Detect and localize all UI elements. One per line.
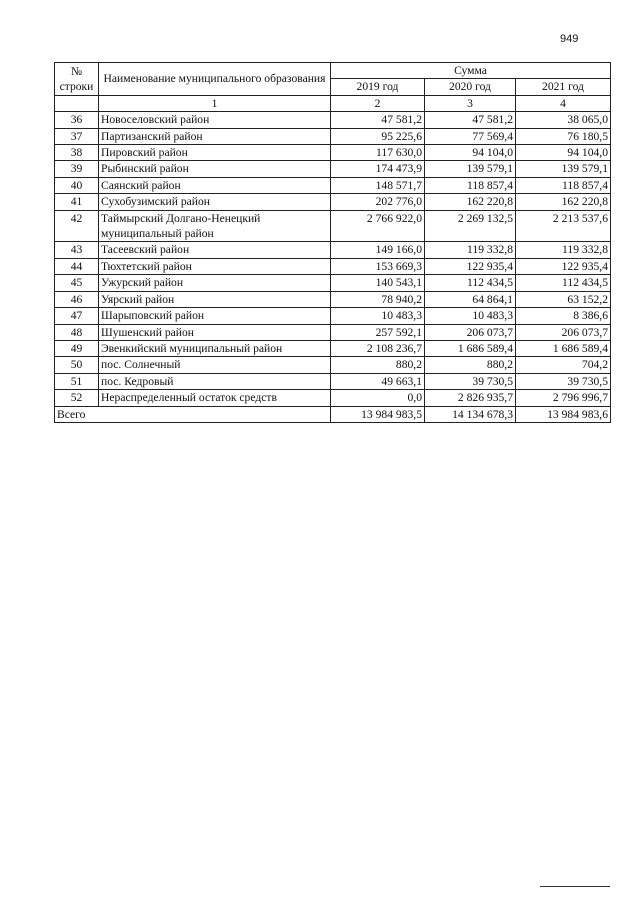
value-2019: 2 766 922,0	[331, 210, 425, 242]
row-number: 42	[55, 210, 99, 242]
table-row	[55, 324, 611, 340]
municipality-name: Таймырский Долгано-Ненецкий муниципальный район	[99, 210, 331, 242]
header-row-number: № строки	[55, 63, 99, 96]
value-2020: 122 935,4	[425, 258, 516, 274]
table-row	[55, 340, 611, 356]
header-col-index-0	[55, 95, 99, 111]
table-row	[55, 357, 611, 373]
municipality-name: Эвенкийский муниципальный район	[99, 340, 331, 356]
value-2021: 94 104,0	[516, 145, 611, 161]
value-2020: 77 569,4	[425, 128, 516, 144]
municipality-name: Партизанский район	[99, 128, 331, 144]
row-number: 49	[55, 340, 99, 356]
municipality-name: Ужурский район	[99, 275, 331, 291]
row-number: 48	[55, 324, 99, 340]
value-2019: 0,0	[331, 390, 425, 406]
value-2019: 149 166,0	[331, 242, 425, 258]
table-row	[55, 258, 611, 274]
total-2019: 13 984 983,5	[331, 406, 425, 422]
value-2019: 148 571,7	[331, 177, 425, 193]
value-2019: 47 581,2	[331, 112, 425, 128]
table-row	[55, 390, 611, 406]
municipality-name: Нераспределенный остаток средств	[99, 390, 331, 406]
row-number: 40	[55, 177, 99, 193]
row-number: 50	[55, 357, 99, 373]
table-row	[55, 112, 611, 128]
total-2021: 13 984 983,6	[516, 406, 611, 422]
table-row	[55, 242, 611, 258]
municipality-name: пос. Солнечный	[99, 357, 331, 373]
value-2019: 174 473,9	[331, 161, 425, 177]
value-2021: 63 152,2	[516, 291, 611, 307]
value-2020: 139 579,1	[425, 161, 516, 177]
row-number: 45	[55, 275, 99, 291]
header-col-index-3: 3	[425, 95, 516, 111]
municipality-name: Уярский район	[99, 291, 331, 307]
value-2020: 2 269 132,5	[425, 210, 516, 242]
value-2020: 162 220,8	[425, 194, 516, 210]
table-body	[55, 112, 611, 423]
value-2020: 2 826 935,7	[425, 390, 516, 406]
table-row	[55, 161, 611, 177]
value-2021: 1 686 589,4	[516, 340, 611, 356]
value-2021: 8 386,6	[516, 308, 611, 324]
table-row	[55, 275, 611, 291]
value-2020: 112 434,5	[425, 275, 516, 291]
value-2020: 119 332,8	[425, 242, 516, 258]
total-2020: 14 134 678,3	[425, 406, 516, 422]
total-row	[55, 406, 611, 422]
value-2021: 119 332,8	[516, 242, 611, 258]
table-row	[55, 194, 611, 210]
value-2021: 206 073,7	[516, 324, 611, 340]
value-2021: 76 180,5	[516, 128, 611, 144]
table-row	[55, 308, 611, 324]
page-number: 949	[560, 33, 579, 45]
municipality-name: пос. Кедровый	[99, 373, 331, 389]
value-2021: 112 434,5	[516, 275, 611, 291]
value-2019: 153 669,3	[331, 258, 425, 274]
row-number: 41	[55, 194, 99, 210]
value-2021: 122 935,4	[516, 258, 611, 274]
value-2019: 10 483,3	[331, 308, 425, 324]
municipality-name: Саянский район	[99, 177, 331, 193]
header-col-index-1: 1	[99, 95, 331, 111]
value-2019: 257 592,1	[331, 324, 425, 340]
value-2019: 117 630,0	[331, 145, 425, 161]
value-2019: 880,2	[331, 357, 425, 373]
value-2019: 49 663,1	[331, 373, 425, 389]
total-label: Всего	[55, 406, 331, 422]
value-2020: 94 104,0	[425, 145, 516, 161]
header-col-index-4: 4	[516, 95, 611, 111]
header-year-2021: 2021 год	[516, 79, 611, 95]
table-row	[55, 210, 611, 242]
footer-divider	[540, 886, 610, 887]
value-2021: 39 730,5	[516, 373, 611, 389]
municipality-name: Тюхтетский район	[99, 258, 331, 274]
row-number: 39	[55, 161, 99, 177]
municipality-name: Сухобузимский район	[99, 194, 331, 210]
municipality-name: Пировский район	[99, 145, 331, 161]
header-col-index-2: 2	[331, 95, 425, 111]
value-2020: 1 686 589,4	[425, 340, 516, 356]
value-2019: 202 776,0	[331, 194, 425, 210]
value-2021: 38 065,0	[516, 112, 611, 128]
value-2021: 2 796 996,7	[516, 390, 611, 406]
row-number: 47	[55, 308, 99, 324]
budget-table	[54, 62, 611, 423]
municipality-name: Новоселовский район	[99, 112, 331, 128]
value-2019: 2 108 236,7	[331, 340, 425, 356]
row-number: 36	[55, 112, 99, 128]
header-year-2020: 2020 год	[425, 79, 516, 95]
row-number: 43	[55, 242, 99, 258]
table-header	[55, 63, 611, 112]
value-2021: 118 857,4	[516, 177, 611, 193]
value-2020: 118 857,4	[425, 177, 516, 193]
header-municipality-name: Наименование муниципального образования	[99, 63, 331, 96]
value-2021: 139 579,1	[516, 161, 611, 177]
table-row	[55, 145, 611, 161]
row-number: 52	[55, 390, 99, 406]
row-number: 46	[55, 291, 99, 307]
header-sum: Сумма	[331, 63, 611, 79]
table-row	[55, 291, 611, 307]
value-2020: 880,2	[425, 357, 516, 373]
municipality-name: Тасеевский район	[99, 242, 331, 258]
value-2019: 78 940,2	[331, 291, 425, 307]
value-2021: 704,2	[516, 357, 611, 373]
value-2021: 162 220,8	[516, 194, 611, 210]
municipality-name: Шушенский район	[99, 324, 331, 340]
value-2020: 206 073,7	[425, 324, 516, 340]
table-row	[55, 373, 611, 389]
value-2020: 47 581,2	[425, 112, 516, 128]
municipality-name: Шарыповский район	[99, 308, 331, 324]
row-number: 44	[55, 258, 99, 274]
value-2020: 64 864,1	[425, 291, 516, 307]
value-2020: 39 730,5	[425, 373, 516, 389]
value-2019: 95 225,6	[331, 128, 425, 144]
table-row	[55, 128, 611, 144]
table-row	[55, 177, 611, 193]
value-2019: 140 543,1	[331, 275, 425, 291]
municipality-name: Рыбинский район	[99, 161, 331, 177]
value-2020: 10 483,3	[425, 308, 516, 324]
row-number: 37	[55, 128, 99, 144]
row-number: 51	[55, 373, 99, 389]
header-year-2019: 2019 год	[331, 79, 425, 95]
value-2021: 2 213 537,6	[516, 210, 611, 242]
row-number: 38	[55, 145, 99, 161]
